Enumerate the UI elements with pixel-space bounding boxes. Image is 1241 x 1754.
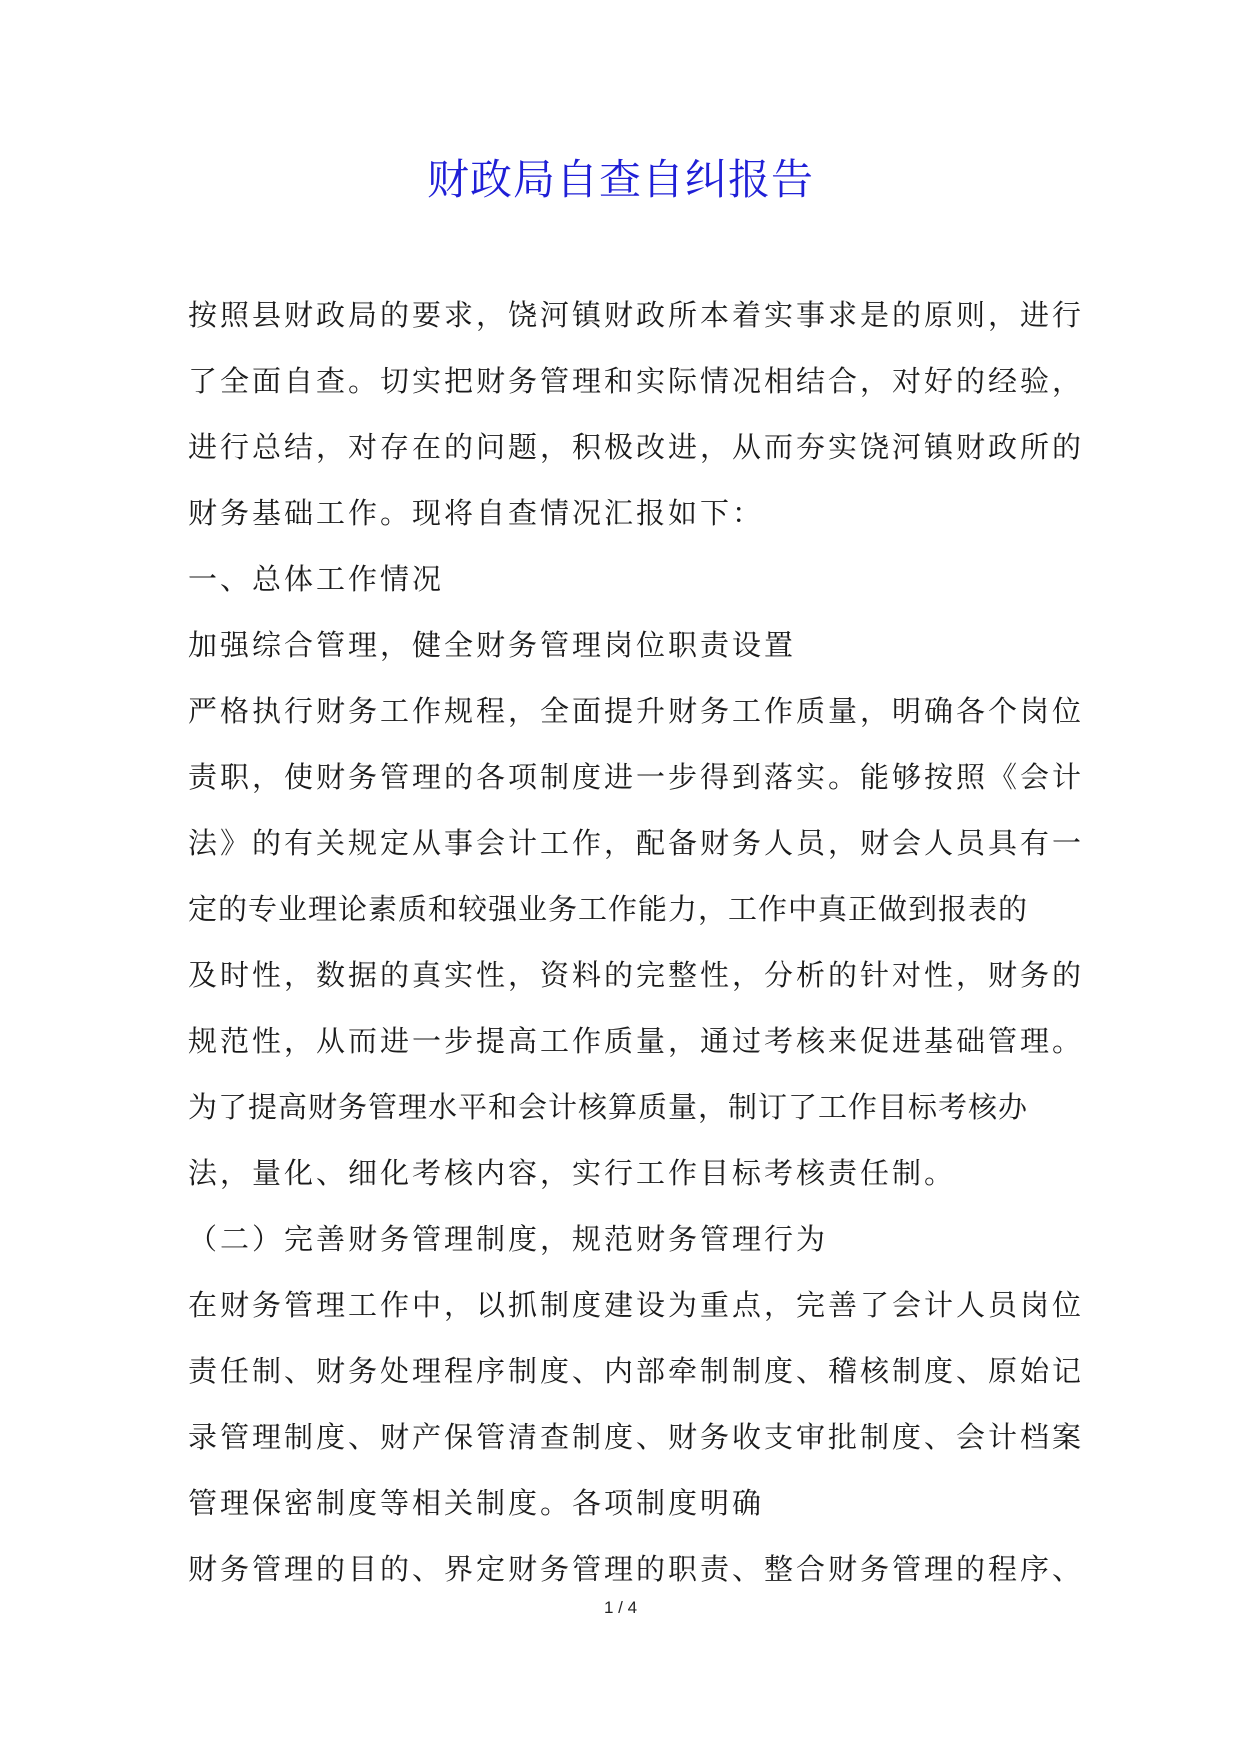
body-line: 及时性，数据的真实性，资料的完整性，分析的针对性，财务的: [188, 958, 1085, 992]
body-line: 财务基础工作。现将自查情况汇报如下：: [188, 496, 765, 530]
body-line: 责任制、财务处理程序制度、内部牵制制度、稽核制度、原始记: [188, 1354, 1085, 1388]
subsection-heading: 加强综合管理，健全财务管理岗位职责设置: [188, 628, 797, 662]
body-line: 财务管理的目的、界定财务管理的职责、整合财务管理的程序、: [188, 1552, 1085, 1586]
section-heading: 一、总体工作情况: [188, 562, 445, 596]
document-title: 财政局自查自纠报告: [426, 155, 814, 204]
body-line: 在财务管理工作中，以抓制度建设为重点，完善了会计人员岗位: [188, 1288, 1085, 1322]
body-line: 法》的有关规定从事会计工作，配备财务人员，财会人员具有一: [188, 826, 1085, 860]
body-line: 规范性，从而进一步提高工作质量，通过考核来促进基础管理。: [188, 1024, 1085, 1058]
body-line: 责职，使财务管理的各项制度进一步得到落实。能够按照《会计: [188, 760, 1085, 794]
subsection-heading: （二）完善财务管理制度，规范财务管理行为: [188, 1222, 829, 1256]
body-line: 按照县财政局的要求，饶河镇财政所本着实事求是的原则，进行: [188, 298, 1085, 332]
body-line: 进行总结，对存在的问题，积极改进，从而夯实饶河镇财政所的: [188, 430, 1085, 464]
body-line: 为了提高财务管理水平和会计核算质量，制订了工作目标考核办: [188, 1090, 1029, 1124]
body-line: 管理保密制度等相关制度。各项制度明确: [188, 1486, 765, 1520]
body-line: 了全面自查。切实把财务管理和实际情况相结合，对好的经验，: [188, 364, 1085, 398]
document-body: [188, 282, 1085, 1602]
body-line: 录管理制度、财产保管清查制度、财务收支审批制度、会计档案: [188, 1420, 1085, 1454]
body-line: 定的专业理论素质和较强业务工作能力，工作中真正做到报表的: [188, 892, 1029, 926]
page-number: 1 / 4: [603, 1598, 638, 1617]
body-line: 法，量化、细化考核内容，实行工作目标考核责任制。: [188, 1156, 957, 1190]
body-line: 严格执行财务工作规程，全面提升财务工作质量，明确各个岗位: [188, 694, 1085, 728]
